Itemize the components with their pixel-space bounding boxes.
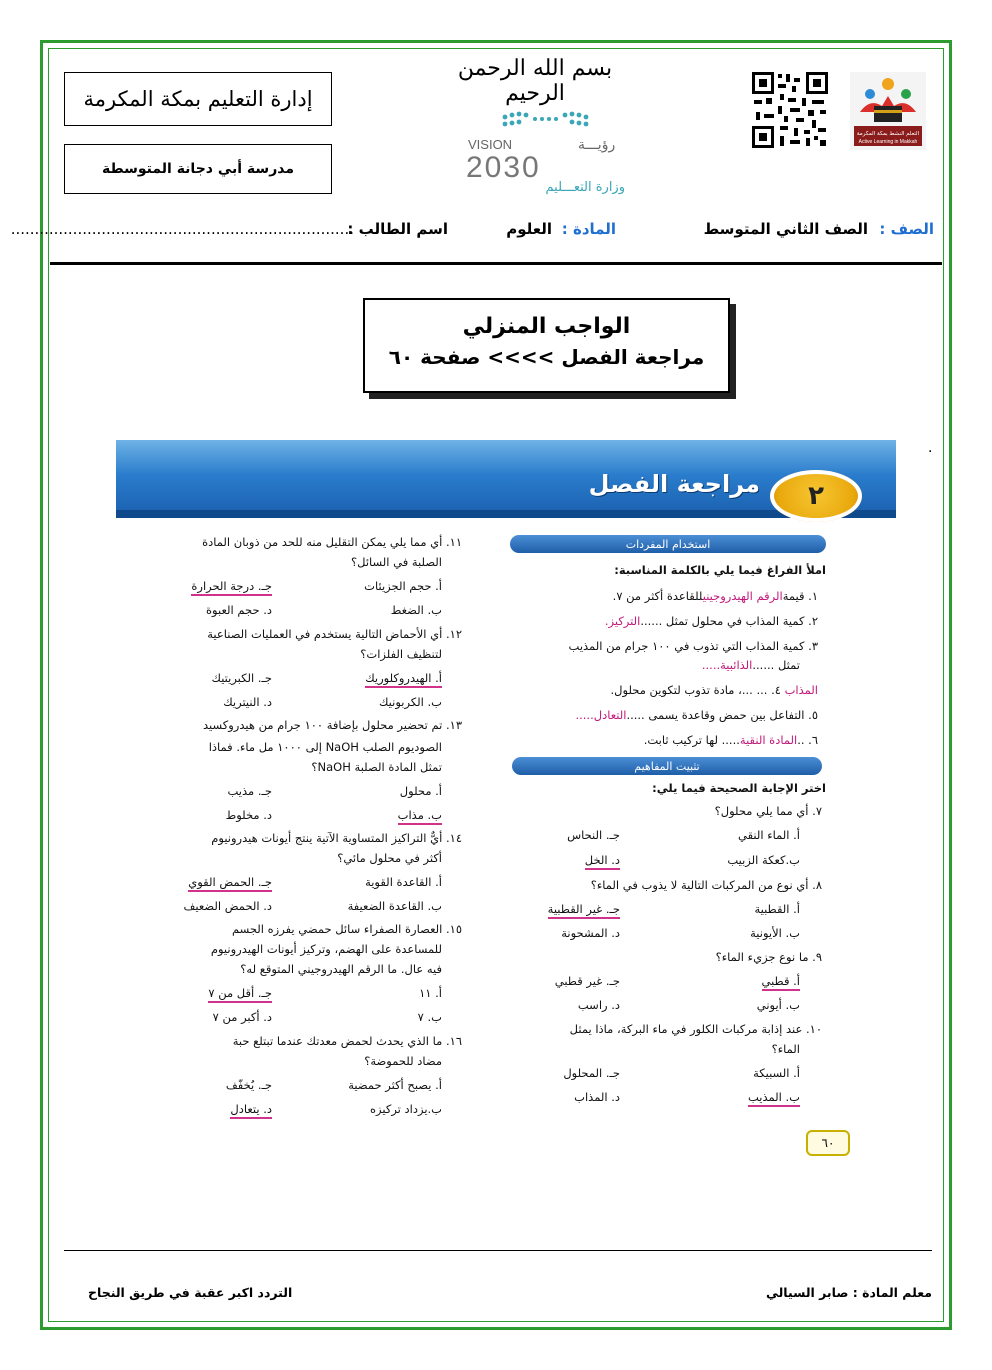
vision-2030-logo [460,105,630,195]
subject-value: العلوم [506,220,552,238]
grade-value: الصف الثاني المتوسط [703,220,868,238]
q8-option-c: جـ. غير القطبية [548,902,620,919]
vision-en: VISION [468,137,513,152]
q13-option-a: أ. محلول [399,784,442,798]
logo-text: التعلم النشط بمكة المكرمة [856,131,920,137]
q12-option-b: ب. الكربونيك [378,695,442,709]
vocab-instructions: املأ الفراغ فيما يلي بالكلمة المناسبة: [614,563,826,577]
question-12: ١٢. أي الأحماض التالية يستخدم في العمليات الصناعية [207,627,462,641]
basmala: بسم الله الرحمن الرحيم [457,56,613,106]
q8-option-d: د. المشحونة [561,926,620,940]
question-10: ١٠. عند إذابة مركبات الكلور في ماء البركة، ماذا يمثل [569,1022,822,1036]
footer-divider [64,1250,932,1251]
q15-option-d: د. أكبر من ٧ [212,1010,272,1024]
question-5: ٥. التفاعل بين حمض وقاعدة يسمى .....التعادل..... [575,708,818,722]
q10-option-c: جـ. المحلول [563,1066,620,1080]
q11-option-a: أ. حجم الجزيئات [364,579,442,593]
section-concepts-header [512,757,822,775]
q14-option-b: ب. القاعدة الضعيفة [347,899,442,913]
answer-1: الرقم الهيدروجيني [702,589,783,603]
question-8: ٨. أي نوع من المركبات التالية لا يذوب في الماء؟ [590,878,822,892]
question-2: ٢. كمية المذاب في محلول تمثل ......التركيز. [604,614,818,628]
grade-label: الصف : [879,220,934,238]
question-15: ١٥. العصارة الصفراء سائل حمضي يفرزه الجسم [231,922,462,936]
education-admin-label: إدارة التعليم بمكة المكرمة [83,87,313,111]
question-13-cont: الصوديوم الصلب NaOH إلى ١٠٠٠ مل ماء. فماذا [208,740,442,754]
homework-subtitle: مراجعة الفصل >>>> صفحة ٦٠ [388,345,705,369]
question-1: ١. قيمةالرقم الهيدروجينيللقاعدة أكثر من ٧. [612,589,818,603]
header-divider [50,262,942,265]
q11-option-c: جـ. درجة الحرارة [191,579,272,596]
q10-option-a: أ. السبيكة [753,1066,800,1080]
question-3-cont: تمثل ......الذائبية..... [701,658,800,672]
q16-option-b: ب.يزداد تركيزه [370,1102,442,1116]
q9-option-a: أ. قطبي [762,974,801,991]
answer-2: التركيز. [604,614,641,628]
chapter-number: ٢ [808,481,824,511]
q7-option-c: جـ. النحاس [567,828,620,842]
q15-option-a: أ. ١١ [419,986,442,1000]
q16-option-a: أ. يصبح أكثر حمضية [348,1078,442,1092]
question-4: المذاب ٤. ... ...، مادة تذوب لتكوين محلول. [610,683,818,697]
question-12-cont: لتنظيف الفلزات؟ [360,647,442,661]
answer-3: الذائبية..... [701,658,753,672]
footer-motto: التردد اكبر عقبة في طريق النجاح [88,1285,293,1300]
q12-option-a: أ. الهيدروكلوريك [365,671,442,688]
question-3: ٣. كمية المذاب التي تذوب في ١٠٠ جرام من المذيب [568,639,818,653]
q8-option-a: أ. القطبية [754,902,800,916]
question-10-cont: الماء؟ [771,1042,800,1056]
question-16: ١٦. ما الذي يحدث لحمض معدتك عندما تبتلع حبة [232,1034,462,1048]
question-11: ١١. أي مما يلي يمكن التقليل منه للحد من ذوبان المادة [202,535,462,549]
subject-label: المادة : [561,220,616,238]
question-6: ٦. ..المادة النقية..... لها تركيب ثابت. [643,733,818,747]
student-name-field[interactable]: ........................................................................ [10,220,354,238]
q7-option-d: د. الخل [585,853,620,870]
q16-option-c: جـ. يُخفّف [225,1078,272,1092]
section-vocabulary-label: استخدام المفردات [625,537,711,551]
student-name-label: اسم الطالب : [347,220,448,238]
question-14: ١٤. أيٌّ التراكيز المتساوية الآتية ينتج أيونات هيدرونيوم [211,831,462,845]
answer-4: المذاب [784,683,818,697]
q11-option-d: د. حجم العبوة [206,603,272,617]
question-16-cont: مضاد للحموضة؟ [364,1054,442,1068]
q14-option-c: جـ. الحمض القوي [188,875,272,892]
question-13-cont2: تمثل المادة الصلبة NaOH؟ [311,760,442,774]
question-13: ١٣. تم تحضير محلول بإضافة ١٠٠ جرام من هيدروكسيد [203,718,462,732]
question-15-cont2: فيه عال. ما الرقم الهيدروجيني المتوقع له؟ [240,962,442,976]
q13-option-b: ب. مذاب [398,808,442,825]
answer-6: المادة النقية [739,733,798,747]
q16-option-d: د. يتعادل [230,1102,272,1119]
section-concepts-label: تثبيت المفاهيم [634,759,700,773]
q11-option-b: ب. الضغط [390,603,442,617]
concepts-instructions: اختر الإجابة الصحيحة فيما يلي: [652,781,826,795]
q8-option-b: ب. الأيونية [750,926,800,940]
question-11-cont: الصلبة في السائل؟ [351,555,442,569]
question-15-cont: للمساعدة على الهضم، وتركيز أيونات الهيدرونيوم [210,942,442,956]
q15-option-b: ب. ٧ [417,1010,442,1024]
q7-option-a: أ. الماء النقي [738,828,800,842]
q14-option-d: د. الحمض الضعيف [183,899,272,913]
q9-option-c: جـ. غير قطبي [554,974,620,988]
section-vocabulary-header [510,535,826,553]
question-14-cont: أكثر في محلول مائي؟ [337,851,442,865]
teacher-name: معلم المادة : صابر السيالي [765,1285,932,1300]
vision-ar: رؤيـــة [578,137,616,153]
question-9: ٩. ما نوع جزيء الماء؟ [715,950,822,964]
chapter-title: مراجعة الفصل [588,470,760,498]
stray-dot: . [928,440,933,456]
q13-option-d: د. مخلوط [225,808,272,822]
q13-option-c: جـ. مذيب [227,784,272,798]
homework-title-box [363,298,730,393]
textbook-page-number: ٦٠ [806,1130,850,1156]
question-7: ٧. أي مما يلي محلول؟ [714,804,822,818]
q12-option-c: جـ. الكبريتيك [211,671,272,685]
q7-option-b: ب.كعكة الزبيب [727,853,800,867]
student-info-line [10,220,934,242]
homework-title: الواجب المنزلي [462,314,631,339]
education-admin-box [64,72,332,126]
chapter-number-badge [770,470,862,522]
q9-option-d: د. راسب [577,998,620,1012]
q9-option-b: ب. أيوني [756,998,800,1012]
school-name: مدرسة أبي دجانة المتوسطة [101,161,295,177]
active-learning-logo [850,72,926,150]
answer-5: التعادل..... [575,708,627,722]
q12-option-d: د. النيتريك [223,695,272,709]
q10-option-d: د. المذاب [574,1090,620,1104]
qr-code [750,70,830,150]
ministry-name: وزارة التعـــليم [545,180,625,195]
q14-option-a: أ. القاعدة القوية [365,875,442,889]
vision-year: 2030 [466,151,541,184]
q10-option-b: ب. المذيب [748,1090,800,1107]
q15-option-c: جـ. أقل من ٧ [208,986,272,1003]
logo-text-en: Active Learning in Makkah [858,139,918,145]
school-name-box [64,144,332,194]
